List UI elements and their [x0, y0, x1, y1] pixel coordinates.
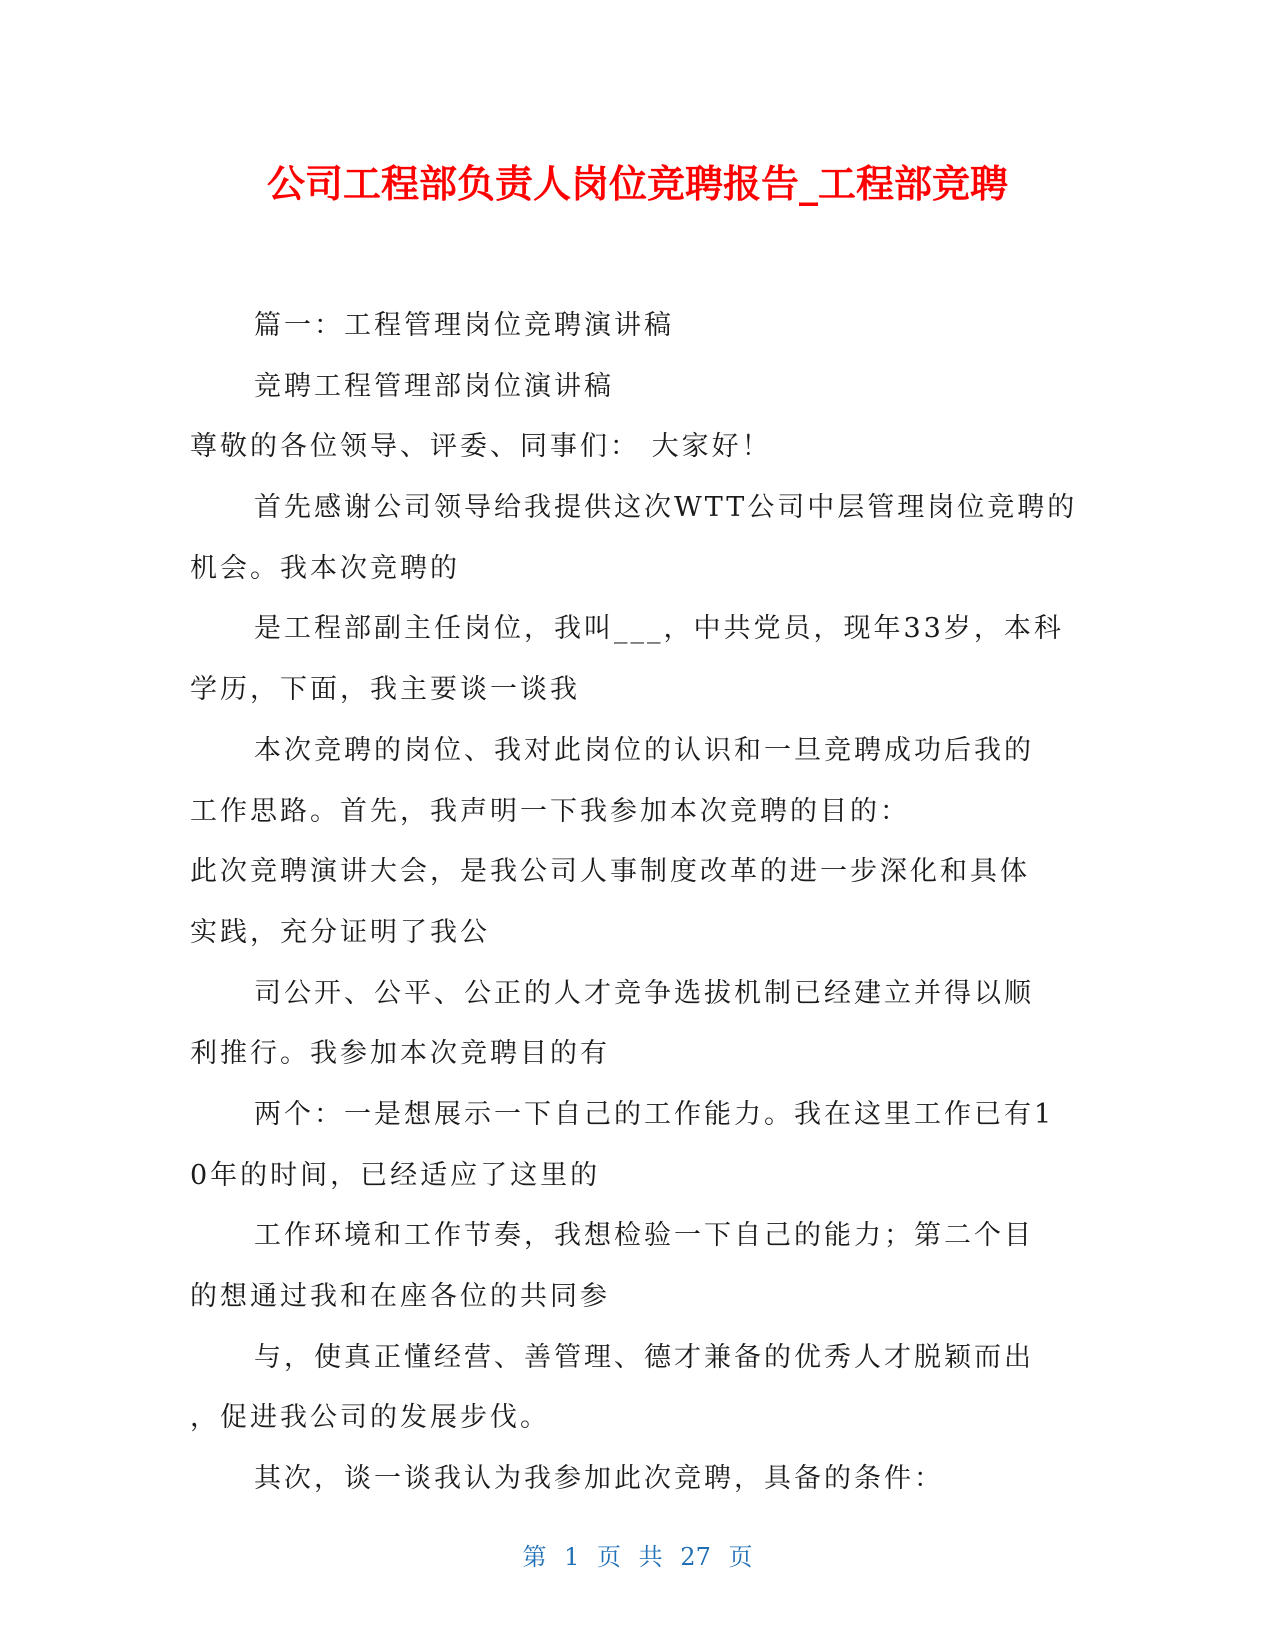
paragraph-line: 学历，下面，我主要谈一谈我 [190, 674, 580, 706]
document-title: 公司工程部负责人岗位竞聘报告_工程部竞聘 [266, 162, 1008, 206]
paragraph-line: 首先感谢公司领导给我提供这次WTT公司中层管理岗位竞聘的 [254, 492, 1078, 524]
paragraph-line: 此次竞聘演讲大会，是我公司人事制度改革的进一步深化和具体 [190, 856, 1030, 888]
section-heading: 篇一：工程管理岗位竞聘演讲稿 [254, 310, 674, 341]
greeting-line: 尊敬的各位领导、评委、同事们： 大家好！ [190, 431, 772, 463]
paragraph-line: 利推行。我参加本次竞聘目的有 [190, 1038, 610, 1070]
speech-subtitle: 竞聘工程管理部岗位演讲稿 [254, 370, 614, 402]
paragraph-line: ，促进我公司的发展步伐。 [190, 1402, 550, 1434]
paragraph-line: 与，使真正懂经营、善管理、德才兼备的优秀人才脱颖而出 [254, 1341, 1034, 1373]
paragraph-line: 的想通过我和在座各位的共同参 [190, 1281, 610, 1312]
paragraph-line: 是工程部副主任岗位，我叫___，中共党员，现年33岁，本科 [254, 613, 1064, 645]
page-footer: 第 1 页 共 27 页 [522, 1543, 753, 1571]
paragraph-line: 实践，充分证明了我公 [190, 916, 490, 948]
paragraph-line: 工作思路。首先，我声明一下我参加本次竞聘的目的： [190, 795, 910, 827]
paragraph-line: 工作环境和工作节奏，我想检验一下自己的能力；第二个目 [254, 1220, 1034, 1252]
paragraph-line: 两个：一是想展示一下自己的工作能力。我在这里工作已有1 [254, 1098, 1055, 1130]
paragraph-line: 0年的时间，已经适应了这里的 [190, 1159, 601, 1191]
document-body [190, 296, 1090, 1510]
paragraph-line: 其次，谈一谈我认为我参加此次竞聘，具备的条件： [254, 1463, 944, 1495]
paragraph-line: 机会。我本次竞聘的 [190, 552, 460, 584]
paragraph-line: 本次竞聘的岗位、我对此岗位的认识和一旦竞聘成功后我的 [254, 734, 1034, 766]
paragraph-line: 司公开、公平、公正的人才竞争选拔机制已经建立并得以顺 [254, 977, 1034, 1009]
